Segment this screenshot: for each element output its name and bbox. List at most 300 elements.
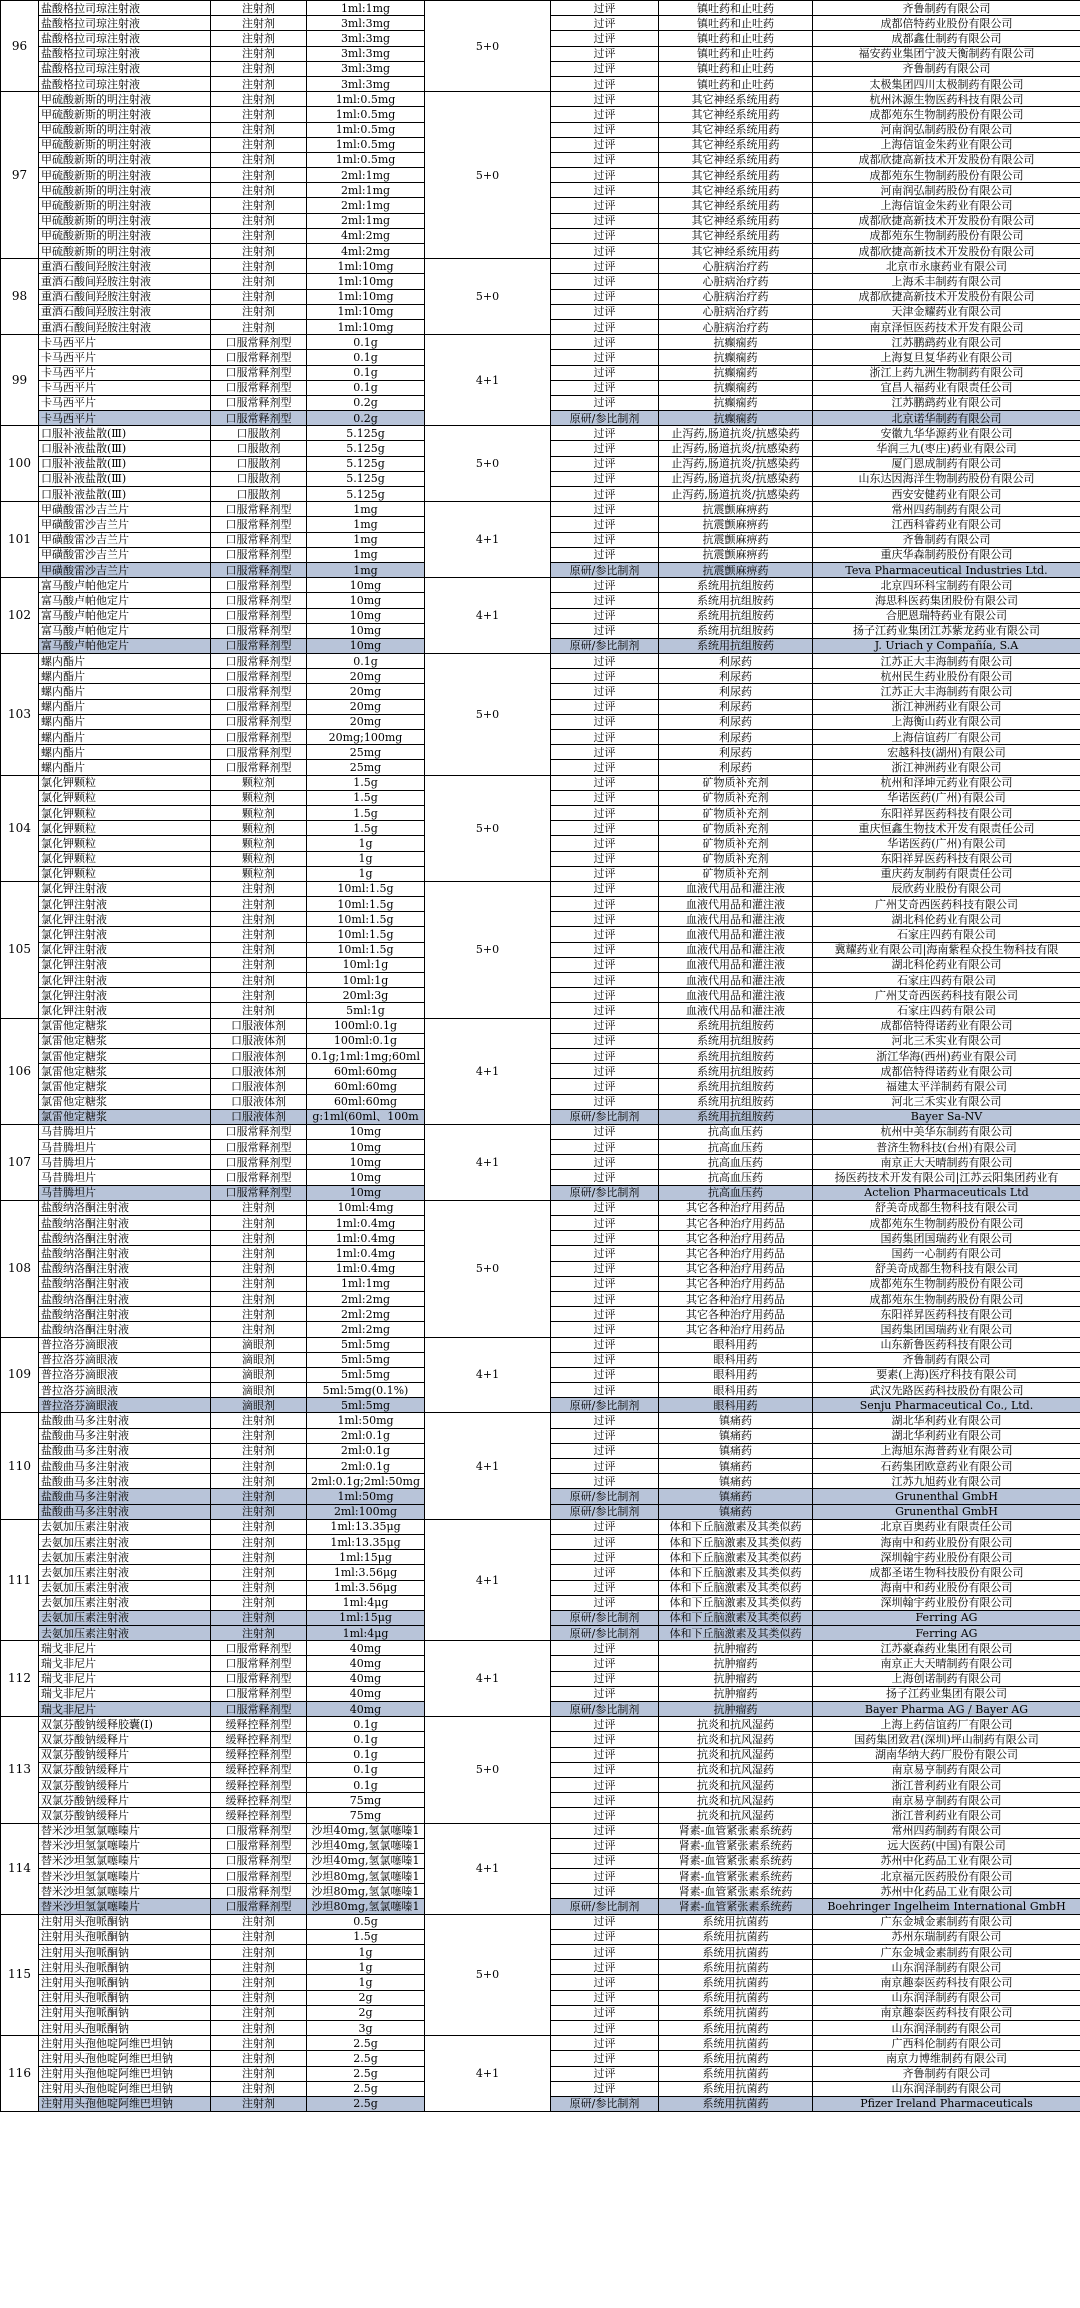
dosage-form-cell: 注射剂 [211, 1504, 307, 1519]
specification-cell: 0.1g [307, 335, 425, 350]
drug-category-cell: 矿物质补充剂 [659, 836, 813, 851]
drug-name-cell: 甲硫酸新斯的明注射液 [39, 228, 211, 243]
dosage-form-cell: 口服常释剂型 [211, 395, 307, 410]
drug-name-cell: 氯化钾注射液 [39, 1003, 211, 1018]
evaluation-status-cell: 过评 [551, 395, 659, 410]
dosage-form-cell: 颗粒剂 [211, 805, 307, 820]
drug-category-cell: 矿物质补充剂 [659, 866, 813, 881]
manufacturer-cell: Grunenthal GmbH [813, 1489, 1080, 1504]
drug-name-cell: 盐酸格拉司琼注射液 [39, 1, 211, 16]
drug-category-cell: 心脏病治疗药 [659, 274, 813, 289]
drug-name-cell: 甲硫酸新斯的明注射液 [39, 168, 211, 183]
drug-category-cell: 镇吐药和止吐药 [659, 76, 813, 91]
dosage-form-cell: 口服常释剂型 [211, 502, 307, 517]
manufacturer-cell: 浙江华海(西州)药业有限公司 [813, 1048, 1080, 1063]
manufacturer-cell: Teva Pharmaceutical Industries Ltd. [813, 562, 1080, 577]
evaluation-status-cell: 过评 [551, 31, 659, 46]
manufacturer-cell: 浙江上药九洲生物制药有限公司 [813, 365, 1080, 380]
dosage-form-cell: 注射剂 [211, 1610, 307, 1625]
drug-name-cell: 注射用头孢哌酮钠 [39, 2020, 211, 2035]
dosage-form-cell: 注射剂 [211, 1, 307, 16]
dosage-form-cell: 口服常释剂型 [211, 1170, 307, 1185]
manufacturer-cell: 辰欣药业股份有限公司 [813, 881, 1080, 896]
table-row [1, 1717, 1080, 1732]
group-number-cell: 109 [1, 1337, 39, 1413]
drug-name-cell: 富马酸卢帕他定片 [39, 623, 211, 638]
drug-category-cell: 其它各种治疗用药品 [659, 1200, 813, 1215]
specification-cell: 2.5g [307, 2051, 425, 2066]
dosage-form-cell: 注射剂 [211, 107, 307, 122]
manufacturer-cell: 国药集团致君(深圳)坪山制药有限公司 [813, 1732, 1080, 1747]
manufacturer-cell: 南京趣泰医药科技有限公司 [813, 1975, 1080, 1990]
table-row [1, 1, 1080, 16]
manufacturer-cell: 福安药业集团宁波天衡制药有限公司 [813, 46, 1080, 61]
dosage-form-cell: 口服常释剂型 [211, 350, 307, 365]
evaluation-status-cell: 过评 [551, 350, 659, 365]
manufacturer-cell: 南京力博维制药有限公司 [813, 2051, 1080, 2066]
manufacturer-cell: 上海旭东海普药业有限公司 [813, 1443, 1080, 1458]
drug-name-cell: 卡马西平片 [39, 395, 211, 410]
evaluation-status-cell: 过评 [551, 1216, 659, 1231]
drug-category-cell: 血液代用品和灌注液 [659, 897, 813, 912]
group-number-cell: 107 [1, 1124, 39, 1200]
evaluation-status-cell: 过评 [551, 851, 659, 866]
drug-category-cell: 抗震颤麻痹药 [659, 547, 813, 562]
drug-category-cell: 其它各种治疗用药品 [659, 1291, 813, 1306]
manufacturer-cell: 石家庄四药有限公司 [813, 927, 1080, 942]
evaluation-status-cell: 过评 [551, 1580, 659, 1595]
specification-cell: 0.1g [307, 380, 425, 395]
drug-category-cell: 眼科用药 [659, 1352, 813, 1367]
specification-cell: 1ml:15μg [307, 1550, 425, 1565]
evaluation-status-cell: 过评 [551, 1945, 659, 1960]
drug-name-cell: 盐酸格拉司琼注射液 [39, 31, 211, 46]
evaluation-status-cell: 过评 [551, 502, 659, 517]
drug-name-cell: 瑞戈非尼片 [39, 1686, 211, 1701]
manufacturer-cell: Senju Pharmaceutical Co., Ltd. [813, 1398, 1080, 1413]
evaluation-status-cell: 过评 [551, 1155, 659, 1170]
drug-category-cell: 抗炎和抗风湿药 [659, 1762, 813, 1777]
drug-category-cell: 止泻药,肠道抗炎/抗感染药 [659, 456, 813, 471]
specification-cell: 10ml:1g [307, 973, 425, 988]
evaluation-status-cell: 过评 [551, 1671, 659, 1686]
drug-name-cell: 马昔腾坦片 [39, 1124, 211, 1139]
dosage-form-cell: 注射剂 [211, 1322, 307, 1337]
drug-name-cell: 氯化钾注射液 [39, 942, 211, 957]
group-number-cell: 108 [1, 1200, 39, 1337]
manufacturer-cell: 山东润泽制药有限公司 [813, 1960, 1080, 1975]
drug-category-cell: 止泻药,肠道抗炎/抗感染药 [659, 471, 813, 486]
evaluation-status-cell: 过评 [551, 1960, 659, 1975]
manufacturer-cell: 宜昌人福药业有限责任公司 [813, 380, 1080, 395]
drug-name-cell: 替米沙坦氢氯噻嗪片 [39, 1838, 211, 1853]
drug-category-cell: 血液代用品和灌注液 [659, 973, 813, 988]
specification-cell: 2g [307, 1990, 425, 2005]
dosage-form-cell: 注射剂 [211, 927, 307, 942]
drug-name-cell: 口服补液盐散(Ⅲ) [39, 471, 211, 486]
specification-cell: 1g [307, 836, 425, 851]
drug-name-cell: 盐酸曲马多注射液 [39, 1459, 211, 1474]
count-cell: 4+1 [425, 335, 551, 426]
specification-cell: 2.5g [307, 2066, 425, 2081]
evaluation-status-cell: 过评 [551, 1003, 659, 1018]
manufacturer-cell: 华诺医药(广州)有限公司 [813, 836, 1080, 851]
manufacturer-cell: 太极集团四川太极制药有限公司 [813, 76, 1080, 91]
drug-name-cell: 氯化钾注射液 [39, 973, 211, 988]
drug-category-cell: 系统用抗菌药 [659, 2081, 813, 2096]
manufacturer-cell: Pfizer Ireland Pharmaceuticals [813, 2096, 1080, 2111]
drug-name-cell: 替米沙坦氢氯噻嗪片 [39, 1884, 211, 1899]
manufacturer-cell: 舒美奇成都生物科技有限公司 [813, 1261, 1080, 1276]
dosage-form-cell: 注射剂 [211, 244, 307, 259]
evaluation-status-cell: 过评 [551, 1079, 659, 1094]
drug-category-cell: 系统用抗菌药 [659, 2020, 813, 2035]
dosage-form-cell: 口服常释剂型 [211, 1838, 307, 1853]
group-number-cell: 98 [1, 259, 39, 335]
drug-category-cell: 利尿药 [659, 760, 813, 775]
specification-cell: 1ml:0.5mg [307, 122, 425, 137]
manufacturer-cell: 广州艾奇西医药科技有限公司 [813, 988, 1080, 1003]
manufacturer-cell: 河南润弘制药股份有限公司 [813, 122, 1080, 137]
drug-category-cell: 其它神经系统用药 [659, 244, 813, 259]
manufacturer-cell: 国药集团国瑞药业有限公司 [813, 1322, 1080, 1337]
drug-name-cell: 卡马西平片 [39, 335, 211, 350]
drug-category-cell: 其它神经系统用药 [659, 137, 813, 152]
drug-category-cell: 抗震颤麻痹药 [659, 562, 813, 577]
manufacturer-cell: 杭州民生药业股份有限公司 [813, 669, 1080, 684]
manufacturer-cell: 海南中和药业股份有限公司 [813, 1534, 1080, 1549]
manufacturer-cell: 成都欣捷高新技术开发股份有限公司 [813, 289, 1080, 304]
specification-cell: 1.5g [307, 821, 425, 836]
evaluation-status-cell: 过评 [551, 578, 659, 593]
count-cell: 4+1 [425, 1124, 551, 1200]
specification-cell: 1ml:10mg [307, 304, 425, 319]
evaluation-status-cell: 过评 [551, 1823, 659, 1838]
specification-cell: 0.1g [307, 1762, 425, 1777]
evaluation-status-cell: 过评 [551, 1808, 659, 1823]
drug-name-cell: 注射用头孢哌酮钠 [39, 1960, 211, 1975]
dosage-form-cell: 口服液体剂 [211, 1048, 307, 1063]
table-row [1, 92, 1080, 107]
dosage-form-cell: 口服常释剂型 [211, 623, 307, 638]
drug-category-cell: 其它神经系统用药 [659, 107, 813, 122]
drug-name-cell: 盐酸纳洛酮注射液 [39, 1322, 211, 1337]
dosage-form-cell: 注射剂 [211, 76, 307, 91]
drug-name-cell: 去氨加压素注射液 [39, 1519, 211, 1534]
drug-name-cell: 甲硫酸新斯的明注射液 [39, 183, 211, 198]
drug-name-cell: 氯化钾注射液 [39, 881, 211, 896]
evaluation-status-cell: 过评 [551, 1474, 659, 1489]
drug-category-cell: 抗炎和抗风湿药 [659, 1777, 813, 1792]
evaluation-status-cell: 过评 [551, 1686, 659, 1701]
evaluation-status-cell: 原研/参比制剂 [551, 1702, 659, 1717]
manufacturer-cell: Actelion Pharmaceuticals Ltd [813, 1185, 1080, 1200]
group-number-cell: 115 [1, 1914, 39, 2036]
manufacturer-cell: 成都苑东生物制药股份有限公司 [813, 168, 1080, 183]
evaluation-status-cell: 过评 [551, 593, 659, 608]
specification-cell: 1ml:1mg [307, 1276, 425, 1291]
evaluation-status-cell: 过评 [551, 1443, 659, 1458]
evaluation-status-cell: 过评 [551, 775, 659, 790]
drug-category-cell: 体和下丘脑激素及其类似药 [659, 1565, 813, 1580]
evaluation-status-cell: 过评 [551, 669, 659, 684]
drug-name-cell: 替米沙坦氢氯噻嗪片 [39, 1869, 211, 1884]
drug-category-cell: 抗肿瘤药 [659, 1686, 813, 1701]
drug-name-cell: 普拉洛芬滴眼液 [39, 1352, 211, 1367]
drug-category-cell: 抗肿瘤药 [659, 1671, 813, 1686]
count-cell: 5+0 [425, 259, 551, 335]
evaluation-status-cell: 原研/参比制剂 [551, 2096, 659, 2111]
dosage-form-cell: 注射剂 [211, 274, 307, 289]
drug-name-cell: 注射用头孢哌酮钠 [39, 2005, 211, 2020]
drug-name-cell: 去氨加压素注射液 [39, 1565, 211, 1580]
dosage-form-cell: 口服常释剂型 [211, 1702, 307, 1717]
evaluation-status-cell: 过评 [551, 228, 659, 243]
evaluation-status-cell: 过评 [551, 1777, 659, 1792]
drug-name-cell: 卡马西平片 [39, 365, 211, 380]
manufacturer-cell: 重庆恒鑫生物技术开发有限责任公司 [813, 821, 1080, 836]
manufacturer-cell: 齐鲁制药有限公司 [813, 2066, 1080, 2081]
drug-category-cell: 抗高血压药 [659, 1124, 813, 1139]
specification-cell: 5ml:5mg [307, 1352, 425, 1367]
specification-cell: 3ml:3mg [307, 16, 425, 31]
drug-category-cell: 其它神经系统用药 [659, 228, 813, 243]
dosage-form-cell: 注射剂 [211, 1413, 307, 1428]
drug-name-cell: 去氨加压素注射液 [39, 1580, 211, 1595]
dosage-form-cell: 注射剂 [211, 1459, 307, 1474]
evaluation-status-cell: 过评 [551, 1550, 659, 1565]
drug-category-cell: 系统用抗组胺药 [659, 593, 813, 608]
manufacturer-cell: Bayer Sa-NV [813, 1109, 1080, 1124]
dosage-form-cell: 注射剂 [211, 1261, 307, 1276]
drug-name-cell: 氯化钾注射液 [39, 957, 211, 972]
drug-name-cell: 口服补液盐散(Ⅲ) [39, 456, 211, 471]
drug-category-cell: 体和下丘脑激素及其类似药 [659, 1595, 813, 1610]
manufacturer-cell: 成都苑东生物制药股份有限公司 [813, 1291, 1080, 1306]
specification-cell: 20mg [307, 714, 425, 729]
specification-cell: 3ml:3mg [307, 31, 425, 46]
table-row [1, 1823, 1080, 1838]
drug-name-cell: 卡马西平片 [39, 411, 211, 426]
evaluation-status-cell: 过评 [551, 881, 659, 896]
dosage-form-cell: 注射剂 [211, 137, 307, 152]
evaluation-status-cell: 过评 [551, 244, 659, 259]
drug-category-cell: 其它神经系统用药 [659, 152, 813, 167]
drug-name-cell: 氯化钾颗粒 [39, 790, 211, 805]
dosage-form-cell: 注射剂 [211, 1929, 307, 1944]
drug-category-cell: 眼科用药 [659, 1337, 813, 1352]
drug-name-cell: 马昔腾坦片 [39, 1185, 211, 1200]
evaluation-status-cell: 过评 [551, 760, 659, 775]
count-cell: 4+1 [425, 502, 551, 578]
dosage-form-cell: 口服常释剂型 [211, 411, 307, 426]
evaluation-status-cell: 过评 [551, 1, 659, 16]
drug-name-cell: 氯化钾注射液 [39, 988, 211, 1003]
drug-category-cell: 系统用抗组胺药 [659, 1033, 813, 1048]
drug-category-cell: 镇吐药和止吐药 [659, 16, 813, 31]
specification-cell: g:1ml(60ml、100m [307, 1109, 425, 1124]
table-row [1, 1018, 1080, 1033]
specification-cell: 1ml:3.56μg [307, 1565, 425, 1580]
manufacturer-cell: 山东润泽制药有限公司 [813, 1990, 1080, 2005]
evaluation-status-cell: 过评 [551, 107, 659, 122]
drug-category-cell: 其它神经系统用药 [659, 92, 813, 107]
evaluation-status-cell: 过评 [551, 912, 659, 927]
specification-cell: 1ml:13.35μg [307, 1534, 425, 1549]
dosage-form-cell: 注射剂 [211, 1276, 307, 1291]
count-cell: 5+0 [425, 1, 551, 92]
manufacturer-cell: 湖北华利药业有限公司 [813, 1428, 1080, 1443]
specification-cell: 4ml:2mg [307, 244, 425, 259]
evaluation-status-cell: 过评 [551, 61, 659, 76]
drug-name-cell: 去氨加压素注射液 [39, 1595, 211, 1610]
evaluation-status-cell: 过评 [551, 2020, 659, 2035]
dosage-form-cell: 注射剂 [211, 1550, 307, 1565]
evaluation-status-cell: 过评 [551, 1322, 659, 1337]
dosage-form-cell: 注射剂 [211, 289, 307, 304]
drug-name-cell: 瑞戈非尼片 [39, 1702, 211, 1717]
evaluation-status-cell: 过评 [551, 1853, 659, 1868]
specification-cell: 3g [307, 2020, 425, 2035]
specification-cell: 10ml:1.5g [307, 897, 425, 912]
specification-cell: 1.5g [307, 775, 425, 790]
drug-category-cell: 系统用抗组胺药 [659, 578, 813, 593]
manufacturer-cell: 成都苑东生物制药股份有限公司 [813, 228, 1080, 243]
specification-cell: 60ml:60mg [307, 1064, 425, 1079]
drug-name-cell: 普拉洛芬滴眼液 [39, 1367, 211, 1382]
evaluation-status-cell: 过评 [551, 122, 659, 137]
drug-name-cell: 双氯芬酸钠缓释片 [39, 1762, 211, 1777]
dosage-form-cell: 注射剂 [211, 2096, 307, 2111]
drug-category-cell: 系统用抗组胺药 [659, 1079, 813, 1094]
manufacturer-cell: 江苏鹏鹞药业有限公司 [813, 395, 1080, 410]
specification-cell: 0.2g [307, 411, 425, 426]
manufacturer-cell: 杭州中美华东制药有限公司 [813, 1124, 1080, 1139]
specification-cell: 2ml:100mg [307, 1504, 425, 1519]
specification-cell: 10ml:1g [307, 957, 425, 972]
drug-name-cell: 盐酸格拉司琼注射液 [39, 16, 211, 31]
manufacturer-cell: 江苏九旭药业有限公司 [813, 1474, 1080, 1489]
dosage-form-cell: 注射剂 [211, 1975, 307, 1990]
evaluation-status-cell: 过评 [551, 1534, 659, 1549]
manufacturer-cell: Ferring AG [813, 1610, 1080, 1625]
evaluation-status-cell: 过评 [551, 1747, 659, 1762]
dosage-form-cell: 注射剂 [211, 122, 307, 137]
drug-name-cell: 马昔腾坦片 [39, 1155, 211, 1170]
evaluation-status-cell: 过评 [551, 1641, 659, 1656]
specification-cell: 1ml:10mg [307, 289, 425, 304]
specification-cell: 75mg [307, 1793, 425, 1808]
drug-name-cell: 螺内酯片 [39, 699, 211, 714]
dosage-form-cell: 注射剂 [211, 1960, 307, 1975]
group-number-cell: 110 [1, 1413, 39, 1519]
manufacturer-cell: 武汉先路医药科技股份有限公司 [813, 1383, 1080, 1398]
evaluation-status-cell: 原研/参比制剂 [551, 1489, 659, 1504]
drug-name-cell: 双氯芬酸钠缓释胶囊(Ⅰ) [39, 1717, 211, 1732]
drug-name-cell: 普拉洛芬滴眼液 [39, 1337, 211, 1352]
manufacturer-cell: 深圳翰宇药业股份有限公司 [813, 1550, 1080, 1565]
drug-name-cell: 瑞戈非尼片 [39, 1671, 211, 1686]
dosage-form-cell: 口服常释剂型 [211, 1641, 307, 1656]
specification-cell: 5.125g [307, 456, 425, 471]
dosage-form-cell: 口服液体剂 [211, 1109, 307, 1124]
manufacturer-cell: 成都欣捷高新技术开发股份有限公司 [813, 213, 1080, 228]
manufacturer-cell: 北京四环科宝制药有限公司 [813, 578, 1080, 593]
evaluation-status-cell: 过评 [551, 1124, 659, 1139]
drug-name-cell: 盐酸纳洛酮注射液 [39, 1307, 211, 1322]
drug-name-cell: 盐酸纳洛酮注射液 [39, 1200, 211, 1215]
manufacturer-cell: 北京市永康药业有限公司 [813, 259, 1080, 274]
evaluation-status-cell: 过评 [551, 1717, 659, 1732]
dosage-form-cell: 颗粒剂 [211, 790, 307, 805]
drug-name-cell: 氯化钾颗粒 [39, 805, 211, 820]
manufacturer-cell: 安徽九华华源药业有限公司 [813, 426, 1080, 441]
count-cell: 4+1 [425, 1413, 551, 1519]
manufacturer-cell: 山东新鲁医药科技有限公司 [813, 1337, 1080, 1352]
drug-name-cell: 盐酸曲马多注射液 [39, 1504, 211, 1519]
manufacturer-cell: 石家庄四药有限公司 [813, 1003, 1080, 1018]
drug-name-cell: 盐酸曲马多注射液 [39, 1443, 211, 1458]
drug-name-cell: 盐酸格拉司琼注射液 [39, 46, 211, 61]
manufacturer-cell: 成都倍特药业股份有限公司 [813, 16, 1080, 31]
specification-cell: 3ml:3mg [307, 76, 425, 91]
dosage-form-cell: 注射剂 [211, 2036, 307, 2051]
manufacturer-cell: 齐鲁制药有限公司 [813, 61, 1080, 76]
drug-name-cell: 氯化钾注射液 [39, 897, 211, 912]
evaluation-status-cell: 过评 [551, 1018, 659, 1033]
evaluation-status-cell: 过评 [551, 259, 659, 274]
dosage-form-cell: 注射剂 [211, 957, 307, 972]
manufacturer-cell: 天津金耀药业有限公司 [813, 304, 1080, 319]
specification-cell: 3ml:3mg [307, 61, 425, 76]
drug-name-cell: 去氨加压素注射液 [39, 1550, 211, 1565]
manufacturer-cell: 南京正大天晴制药有限公司 [813, 1656, 1080, 1671]
drug-name-cell: 注射用头孢哌酮钠 [39, 1975, 211, 1990]
drug-name-cell: 甲磺酸雷沙吉兰片 [39, 547, 211, 562]
evaluation-status-cell: 过评 [551, 137, 659, 152]
specification-cell: 2ml:1mg [307, 168, 425, 183]
evaluation-status-cell: 过评 [551, 623, 659, 638]
count-cell: 4+1 [425, 1641, 551, 1717]
evaluation-status-cell: 过评 [551, 1276, 659, 1291]
drug-category-cell: 系统用抗菌药 [659, 2036, 813, 2051]
specification-cell: 1mg [307, 517, 425, 532]
dosage-form-cell: 缓释控释剂型 [211, 1762, 307, 1777]
specification-cell: 0.1g [307, 350, 425, 365]
evaluation-status-cell: 过评 [551, 547, 659, 562]
specification-cell: 5.125g [307, 441, 425, 456]
drug-category-cell: 眼科用药 [659, 1383, 813, 1398]
dosage-form-cell: 注射剂 [211, 881, 307, 896]
manufacturer-cell: 齐鲁制药有限公司 [813, 1, 1080, 16]
manufacturer-cell: 成都欣捷高新技术开发股份有限公司 [813, 152, 1080, 167]
drug-name-cell: 盐酸纳洛酮注射液 [39, 1231, 211, 1246]
table-row [1, 1641, 1080, 1656]
dosage-form-cell: 口服常释剂型 [211, 669, 307, 684]
evaluation-status-cell: 过评 [551, 46, 659, 61]
drug-name-cell: 螺内酯片 [39, 760, 211, 775]
specification-cell: 1g [307, 866, 425, 881]
dosage-form-cell: 注射剂 [211, 1565, 307, 1580]
drug-category-cell: 系统用抗菌药 [659, 2096, 813, 2111]
evaluation-status-cell: 原研/参比制剂 [551, 1626, 659, 1641]
evaluation-status-cell: 过评 [551, 1762, 659, 1777]
manufacturer-cell: 重庆华森制药股份有限公司 [813, 547, 1080, 562]
dosage-form-cell: 注射剂 [211, 1003, 307, 1018]
dosage-form-cell: 注射剂 [211, 1307, 307, 1322]
drug-name-cell: 重酒石酸间羟胺注射液 [39, 319, 211, 334]
specification-cell: 2ml:0.1g [307, 1443, 425, 1458]
